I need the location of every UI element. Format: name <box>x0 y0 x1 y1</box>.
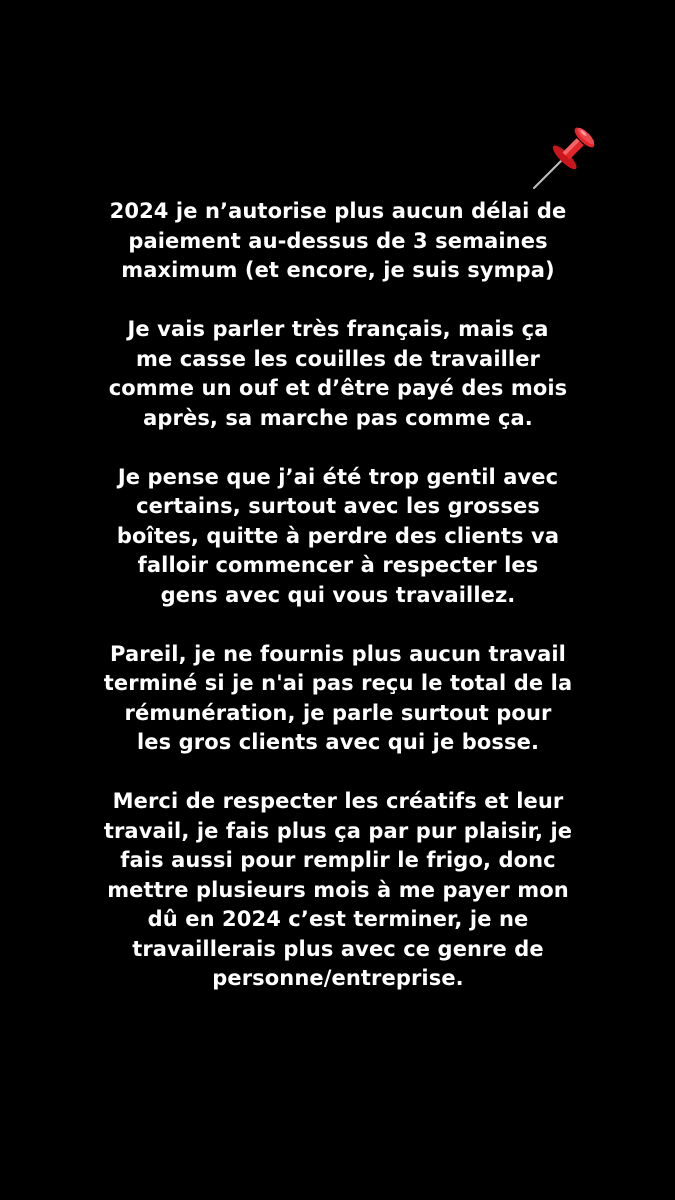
text-line: après, sa marche pas comme ça. <box>143 405 533 430</box>
pushpin-icon <box>528 112 610 194</box>
text-line: terminé si je n'ai pas reçu le total de la <box>103 671 573 695</box>
text-line: les gros clients avec qui je bosse. <box>136 730 540 754</box>
text-line: maximum (et encore, je suis sympa) <box>121 258 555 282</box>
text-line: paiement au-dessus de 3 semaines <box>128 228 548 253</box>
text-line: boîtes, quitte à perdre des clients va <box>116 523 560 548</box>
text-line: rémunération, je parle surtout pour <box>124 700 552 725</box>
text-line: travail, je fais plus ça par pur plaisir, je <box>103 818 573 843</box>
story-text <box>88 197 588 1023</box>
text-line: Merci de respecter les créatifs et leur <box>112 789 564 813</box>
text-line: mettre plusieurs mois à me payer mon <box>107 877 569 902</box>
text-line: comme un ouf et d’être payé des mois <box>108 376 568 400</box>
paragraph-4 <box>88 640 588 758</box>
paragraph-2 <box>88 315 588 433</box>
text-line: 2024 je n’autorise plus aucun délai de <box>109 199 567 223</box>
text-line: fais aussi pour remplir le frigo, donc <box>120 848 556 872</box>
text-line: Je pense que j’ai été trop gentil avec <box>117 464 559 489</box>
text-line: gens avec qui vous travaillez. <box>160 582 516 607</box>
text-line: me casse les couilles de travailler <box>135 346 541 371</box>
text-line: travaillerais plus avec ce genre de <box>132 936 544 961</box>
text-line: personne/entreprise. <box>212 966 464 990</box>
text-line: falloir commencer à respecter les <box>137 553 539 577</box>
text-line: Je vais parler très français, mais ça <box>127 317 549 341</box>
text-line: Pareil, je ne fournis plus aucun travail <box>110 641 566 666</box>
text-line: certains, surtout avec les grosses <box>136 494 540 518</box>
paragraph-5 <box>88 787 588 994</box>
text-line: dû en 2024 c’est terminer, je ne <box>147 907 529 931</box>
paragraph-1 <box>88 197 588 286</box>
paragraph-3 <box>88 463 588 611</box>
